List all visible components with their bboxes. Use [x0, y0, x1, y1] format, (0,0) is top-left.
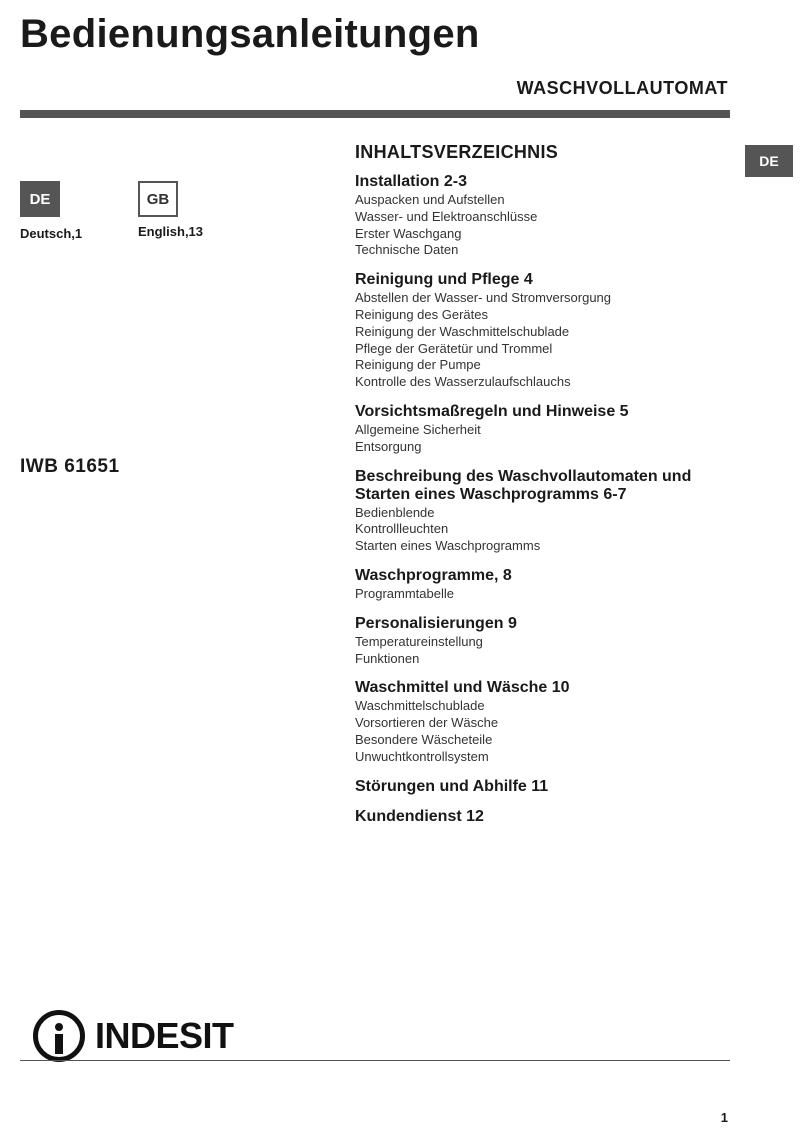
toc-section-item: Auspacken und Aufstellen — [355, 192, 505, 207]
toc-section-item: Allgemeine Sicherheit — [355, 421, 481, 437]
toc-section-title: Installation 2-3 — [355, 173, 468, 190]
toc-section — [355, 567, 735, 603]
toc-section-item: Wasser- und Elektroanschlüsse — [355, 208, 538, 224]
page-title: Bedienungsanleitungen — [20, 12, 480, 56]
footer-divider — [20, 1060, 730, 1061]
header-divider — [20, 110, 730, 118]
table-of-contents — [355, 142, 735, 838]
document-subtitle: WASCHVOLLAUTOMAT — [516, 78, 728, 98]
toc-section-list — [355, 173, 735, 826]
toc-heading: INHALTSVERZEICHNIS — [355, 142, 559, 162]
toc-section — [355, 808, 735, 826]
toc-section — [355, 615, 735, 668]
indesit-logo-icon — [33, 1010, 85, 1062]
toc-section — [355, 679, 735, 765]
toc-section-item: Waschmittelschublade — [355, 698, 485, 714]
toc-section-item: Kontrolle des Wasserzulaufschlauchs — [355, 374, 571, 390]
toc-section-item: Reinigung der Waschmittelschublade — [355, 323, 570, 339]
toc-section-title: Waschmittel und Wäsche 10 — [355, 679, 570, 697]
page-number: 1 — [720, 1110, 728, 1125]
brand-name: INDESIT — [95, 1015, 234, 1056]
language-side-tab: DE — [745, 145, 793, 177]
toc-section-item: Reinigung des Gerätes — [355, 306, 488, 322]
language-label-de: Deutsch,1 — [20, 226, 83, 241]
model-number: IWB 61651 — [20, 456, 120, 477]
toc-section-item: Funktionen — [355, 650, 420, 666]
toc-section-item: Erster Waschgang — [355, 225, 462, 241]
toc-section-title: Kundendienst 12 — [355, 807, 484, 825]
language-badge-gb: GB — [138, 181, 178, 217]
toc-section-title: Reinigung und Pflege 4 — [355, 271, 533, 289]
toc-section-item: Abstellen der Wasser- und Stromversorgung — [355, 290, 612, 306]
toc-section-item: Temperatureinstellung — [355, 633, 483, 649]
toc-section-item: Entsorgung — [355, 438, 422, 454]
toc-section — [355, 271, 735, 391]
toc-section — [355, 173, 735, 259]
toc-section-item: Vorsortieren der Wäsche — [355, 715, 499, 731]
toc-section-title: Beschreibung des Waschvollautomaten und Starten eines Waschprogramms 6-7 — [355, 467, 692, 503]
toc-section-title: Personalisierungen 9 — [355, 614, 517, 632]
language-badge-de: DE — [20, 181, 60, 217]
brand-logo — [33, 1010, 234, 1062]
toc-section-item: Pflege der Gerätetür und Trommel — [355, 340, 553, 356]
toc-section-item: Starten eines Waschprogramms — [355, 538, 541, 554]
toc-section-title: Störungen und Abhilfe 11 — [355, 777, 549, 795]
toc-section-item: Reinigung der Pumpe — [355, 357, 481, 373]
toc-section-item: Programmtabelle — [355, 585, 454, 601]
toc-section-item: Unwuchtkontrollsystem — [355, 748, 489, 764]
toc-section-item: Bedienblende — [355, 504, 435, 520]
toc-section-item: Technische Daten — [355, 242, 459, 258]
toc-section — [355, 468, 735, 555]
toc-section — [355, 778, 735, 796]
toc-section-item: Besondere Wäscheteile — [355, 731, 493, 747]
toc-section — [355, 403, 735, 456]
language-label-gb: English,13 — [138, 224, 204, 239]
toc-section-item: Kontrollleuchten — [355, 521, 449, 537]
toc-section-title: Vorsichtsmaßregeln und Hinweise 5 — [355, 402, 629, 420]
toc-section-title: Waschprogramme, 8 — [355, 566, 512, 584]
